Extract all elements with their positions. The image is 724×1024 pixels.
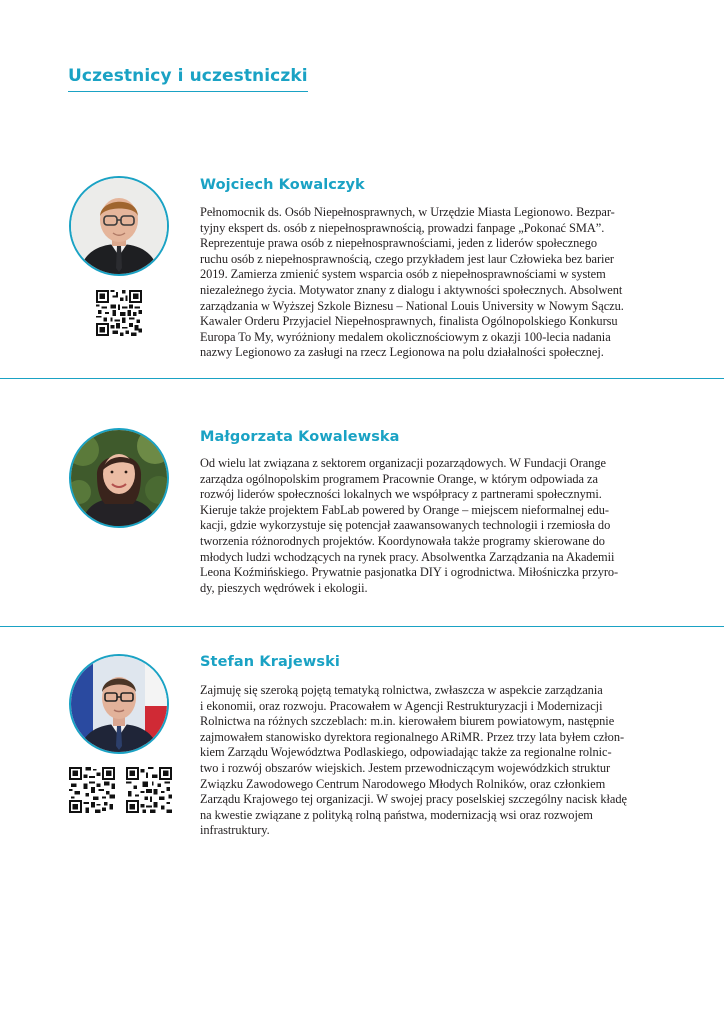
portrait-photo	[71, 430, 167, 526]
qr-code-icon[interactable]	[69, 767, 115, 813]
qr-code-icon[interactable]	[126, 767, 172, 813]
participant-bio: Pełnomocnik ds. Osób Niepełnosprawnych, w Urzędzie Miasta Legionowo. Bezpar- tyjny ekspert ds. osób z niepełnosprawnością, prowadzi fanpage „Pokonać SMA”. Reprezentuje prawa osób z niepełnosprawnościami, jeden z liderów społecznego ruchu osób z niepełnosprawnością, czego przykładem jest laur Człowieka bez barier 2019. Zamierza zmienić system wsparcia osób z niepełnosprawnościami w system niezależnego życia. Motywator znany z dialogu i aktywności społecznych. Absolwent zarządzania w Wyższej Szkole Biznesu – National Louis University w Nowym Sączu. Kawaler Orderu Przyjaciel Niepełnosprawnych, finalista Ogólnopolskiego Konkursu Europa To My, wyróżniony medalem okolicznościowym z okazji 100-lecia nadania nazwy Legionowo za zasługi na rzecz Legionowa na polu działalności społecznej.	[200, 205, 624, 360]
participant-name: Stefan Krajewski	[200, 654, 340, 670]
qr-code-icon[interactable]	[96, 290, 142, 336]
avatar	[69, 654, 169, 754]
portrait-photo	[71, 656, 167, 752]
page-title: Uczestnicy i uczestniczki	[68, 66, 308, 92]
section-divider	[0, 626, 724, 627]
participant-bio: Zajmuję się szeroką pojętą tematyką rolnictwa, zwłaszcza w aspekcie zarządzania i ekonomii, oraz rozwoju. Pracowałem w Agencji Restrukturyzacji i Modernizacji Rolnictwa na różnych szczeblach: m.in. kierowałem biurem powiatowym, następnie zajmowałem stanowisko dyrektora regionalnego ARiMR. Przez trzy lata byłem człon- kiem Zarządu Województwa Podlaskiego, odpowiadając także za regionalne rolnic- two i rozwój obszarów wiejskich. Jestem przewodniczącym wojewódzkich struktur Związku Zawodowego Centrum Narodowego Młodych Rolników, oraz członkiem Zarządu Krajowego tej organizacji. W swojej pracy poselskiej szczególny nacisk kładę na kwestie związane z polityką rolną państwa, modernizacją wsi oraz rozwojem infrastruktury.	[200, 683, 627, 838]
participant-name: Wojciech Kowalczyk	[200, 177, 365, 193]
section-divider	[0, 378, 724, 379]
participant-name: Małgorzata Kowalewska	[200, 429, 400, 445]
avatar	[69, 428, 169, 528]
avatar	[69, 176, 169, 276]
participant-bio: Od wielu lat związana z sektorem organizacji pozarządowych. W Fundacji Orange zarządza ogólnopolskim programem Pracownie Orange, w którym odpowiada za rozwój liderów społeczności lokalnych we współpracy z partnerami społecznymi. Kieruje także projektem FabLab powered by Orange – miejscem nieformalnej edu- kacji, gdzie wykorzystuje się potencjał zaawansowanych technologii i rzemiosła do tworzenia różnorodnych projektów. Koordynowała także programy skierowane do młodych ludzi wchodzących na rynek pracy. Absolwentka Zarządzania na Akademii Leona Koźmińskiego. Prywatnie pasjonatka DIY i ogrodnictwa. Miłośniczka przyro- dy, pieszych wędrówek i ekologii.	[200, 456, 619, 595]
portrait-photo	[71, 178, 167, 274]
